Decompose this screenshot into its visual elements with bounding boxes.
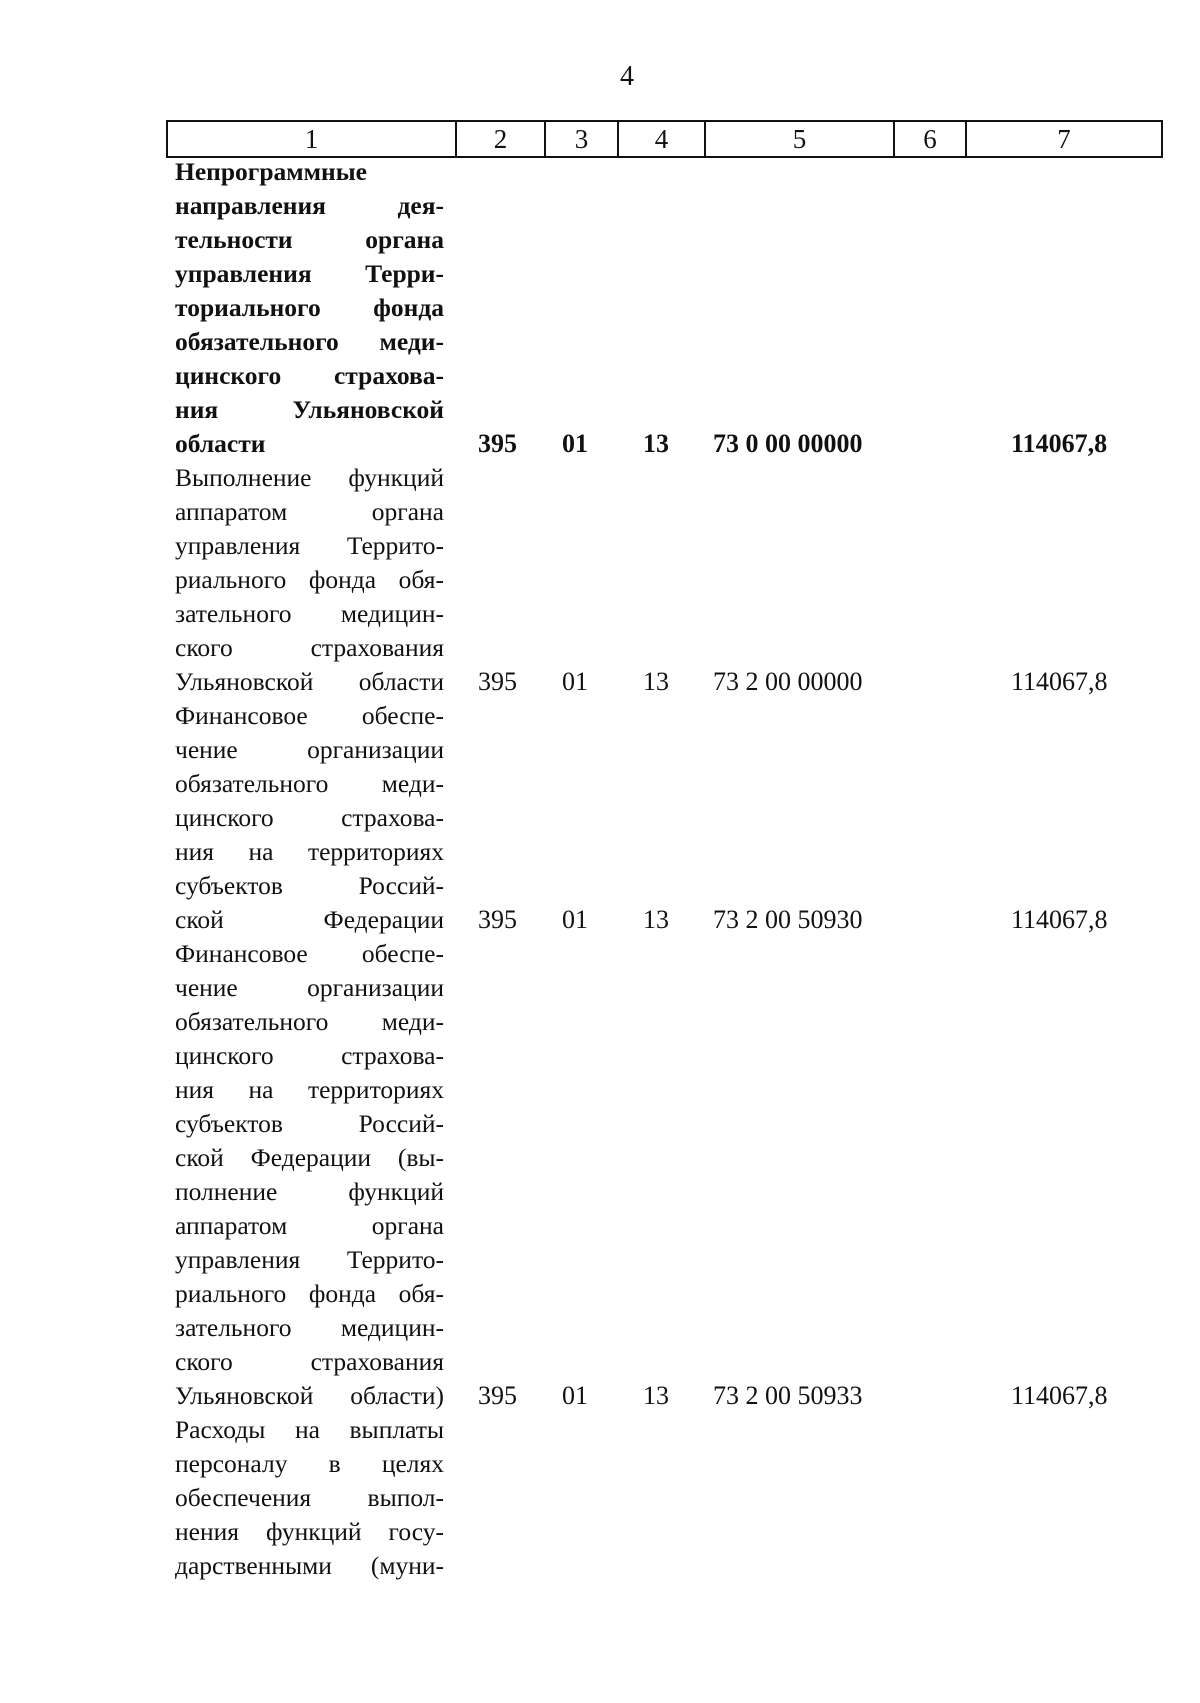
header-col-5: 5 bbox=[706, 122, 895, 156]
row-2-col2: 395 bbox=[478, 905, 517, 934]
description-line: тельности органа bbox=[175, 225, 444, 254]
row-2-col3: 01 bbox=[562, 905, 588, 934]
row-1-col4: 13 bbox=[643, 667, 669, 696]
row-0-col5: 73 0 00 00000 bbox=[713, 429, 863, 458]
row-3-col4: 13 bbox=[643, 1381, 669, 1410]
header-col-3: 3 bbox=[546, 122, 619, 156]
description-line: ской Федерации bbox=[175, 905, 444, 934]
row-1-description bbox=[175, 461, 444, 699]
description-line: управления Террито- bbox=[175, 1245, 444, 1274]
description-line: ния на территориях bbox=[175, 1075, 444, 1104]
description-line: обязательного меди- bbox=[175, 327, 444, 356]
description-line: ния Ульяновской bbox=[175, 395, 444, 424]
row-2-col4: 13 bbox=[643, 905, 669, 934]
row-0-description bbox=[175, 155, 444, 461]
description-line: ского страхования bbox=[175, 1347, 444, 1376]
description-line: обязательного меди- bbox=[175, 1007, 444, 1036]
table-header-row bbox=[166, 120, 1163, 158]
description-line: риального фонда обя- bbox=[175, 565, 444, 594]
description-line: управления Терри- bbox=[175, 259, 444, 288]
description-line: области bbox=[175, 429, 266, 458]
header-col-2: 2 bbox=[457, 122, 546, 156]
description-line: обеспечения выпол- bbox=[175, 1483, 444, 1512]
row-1-col2: 395 bbox=[478, 667, 517, 696]
description-line: ния на территориях bbox=[175, 837, 444, 866]
description-line: субъектов Россий- bbox=[175, 1109, 444, 1138]
description-line: зательного медицин- bbox=[175, 1313, 444, 1342]
row-0-col3: 01 bbox=[562, 429, 588, 458]
description-line: направления дея- bbox=[175, 191, 444, 220]
description-line: управления Террито- bbox=[175, 531, 444, 560]
row-3-col2: 395 bbox=[478, 1381, 517, 1410]
description-line: обязательного меди- bbox=[175, 769, 444, 798]
row-3-description bbox=[175, 937, 444, 1413]
description-line: Ульяновской области bbox=[175, 667, 444, 696]
description-line: риального фонда обя- bbox=[175, 1279, 444, 1308]
row-3-col3: 01 bbox=[562, 1381, 588, 1410]
description-line: ской Федерации (вы- bbox=[175, 1143, 444, 1172]
description-line: ского страхования bbox=[175, 633, 444, 662]
header-col-6: 6 bbox=[895, 122, 967, 156]
row-0-col4: 13 bbox=[643, 429, 669, 458]
description-line: дарственными (муни- bbox=[175, 1551, 444, 1580]
description-line: зательного медицин- bbox=[175, 599, 444, 628]
row-2-description bbox=[175, 699, 444, 937]
header-col-7: 7 bbox=[1057, 124, 1071, 154]
description-line: чение организации bbox=[175, 973, 444, 1002]
row-1-col3: 01 bbox=[562, 667, 588, 696]
description-line: аппаратом органа bbox=[175, 497, 444, 526]
header-col-1: 1 bbox=[168, 122, 457, 156]
description-line: нения функций госу- bbox=[175, 1517, 444, 1546]
row-3-col5: 73 2 00 50933 bbox=[713, 1381, 863, 1410]
description-line: Непрограммные bbox=[175, 157, 367, 186]
description-line: полнение функций bbox=[175, 1177, 444, 1206]
description-line: ториального фонда bbox=[175, 293, 444, 322]
description-line: субъектов Россий- bbox=[175, 871, 444, 900]
row-1-col5: 73 2 00 00000 bbox=[713, 667, 863, 696]
description-line: Выполнение функций bbox=[175, 463, 444, 492]
row-0-col2: 395 bbox=[478, 429, 517, 458]
description-line: персоналу в целях bbox=[175, 1449, 444, 1478]
description-line: Финансовое обеспе- bbox=[175, 939, 444, 968]
description-line: аппаратом органа bbox=[175, 1211, 444, 1240]
description-line: цинского страхова- bbox=[175, 361, 444, 390]
row-3-col7: 114067,8 bbox=[1011, 1381, 1108, 1410]
description-line: чение организации bbox=[175, 735, 444, 764]
description-line: Ульяновской области) bbox=[175, 1381, 444, 1410]
row-0-col7: 114067,8 bbox=[1011, 429, 1108, 458]
description-line: Финансовое обеспе- bbox=[175, 701, 444, 730]
row-2-col5: 73 2 00 50930 bbox=[713, 905, 863, 934]
page-number: 4 bbox=[620, 61, 634, 92]
row-4-description bbox=[175, 1413, 444, 1583]
description-line: Расходы на выплаты bbox=[175, 1415, 444, 1444]
row-2-col7: 114067,8 bbox=[1011, 905, 1108, 934]
header-col-4: 4 bbox=[619, 122, 706, 156]
row-1-col7: 114067,8 bbox=[1011, 667, 1108, 696]
description-line: цинского страхова- bbox=[175, 1041, 444, 1070]
description-line: цинского страхова- bbox=[175, 803, 444, 832]
